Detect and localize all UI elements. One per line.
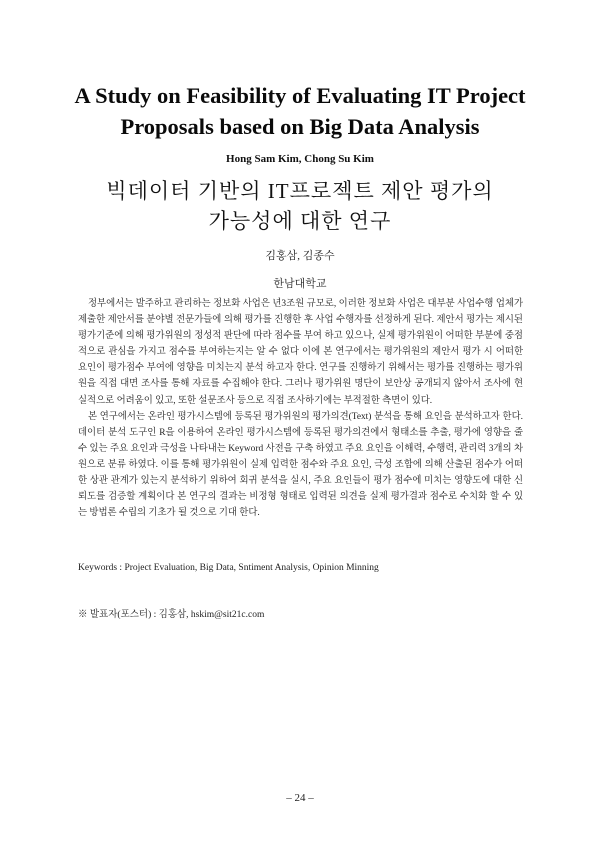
english-title	[40, 80, 560, 142]
korean-authors: 김홍삼, 김종수	[265, 250, 335, 262]
affiliation: 한남대학교	[273, 278, 327, 290]
korean-title	[40, 176, 560, 236]
page-number: – 24 –	[286, 792, 314, 804]
english-title-line-1: A Study on Feasibility of Evaluating IT Project	[74, 83, 526, 108]
abstract-paragraph-1: 정부에서는 발주하고 관리하는 정보화 사업은 년3조원 규모로, 이러한 정보화 사업은 대부분 사업수행 업체가 제출한 제안서를 분야별 전문가들에 의해 평가를 진행한 후 사업 수행자를 선정하게 된다. 제안서 평가는 제시된 평가기준에 의해 평가위원의 정성적 판단에 따라 점수를 부여 하고 있으나, 실제 평가위원이 어떠한 부분에 중점적으로 관심을 가지고 점수를 부여하는지는 알 수 없다 이에 본 연구에서는 평가위원의 제안서 평가 시 어떠한 요인이 평가점수 부여에 영향을 미치는지 분석 하고자 한다. 연구를 진행하기 위해서는 평가를 진행하는 평가위원을 직접 대면 조사를 통해 자료를 수집해야 한다. 그러나 평가위원 명단이 보안상 공개되지 않아서 조사에 현실적으로 어려움이 있고, 또한 설문조사 등으로 직접 조사하기에는 부적절한 측면이 있다.	[78, 299, 523, 406]
presenter-footnote: ※ 발표자(포스터) : 김홍삼, hskim@sit21c.com	[78, 610, 265, 620]
korean-title-line-2: 가능성에 대한 연구	[208, 209, 392, 233]
abstract-paragraph-2: 본 연구에서는 온라인 평가시스템에 등록된 평가위원의 평가의견(Text) 분석을 통해 요인을 분석하고자 한다. 데이터 분석 도구인 R을 이용하여 온라인 평가시스템에 등록된 평가의견에서 형태소를 추출, 평가에 영향을 줄 수 있는 주요 요인과 극성을 나타내는 Keyword 사전을 구축 하였고 주요 요인을 이해력, 수행력, 관리력 3개의 차원으로 분류 하였다. 이를 통해 평가위원이 실제 입력한 점수와 주요 요인, 극성 조합에 의해 산출된 점수가 어떠한 상관 관계가 있는지 분석하기 위하여 회귀 분석을 실시, 주요 요인들이 평가 점수에 미치는 영향도에 대한 신뢰도를 검증할 계획이다 본 연구의 결과는 비정형 형태로 입력된 의견을 실제 평가결과 점수로 수치화 할 수 있는 방법론 수립의 기초가 될 것으로 기대 한다.	[78, 411, 523, 519]
korean-title-line-1: 빅데이터 기반의 IT프로젝트 제안 평가의	[106, 179, 494, 203]
keywords: Keywords : Project Evaluation, Big Data, Sntiment Analysis, Opinion Minning	[78, 563, 379, 573]
abstract	[78, 296, 523, 521]
english-title-line-2: Proposals based on Big Data Analysis	[120, 114, 480, 139]
english-authors: Hong Sam Kim, Chong Su Kim	[226, 153, 374, 165]
